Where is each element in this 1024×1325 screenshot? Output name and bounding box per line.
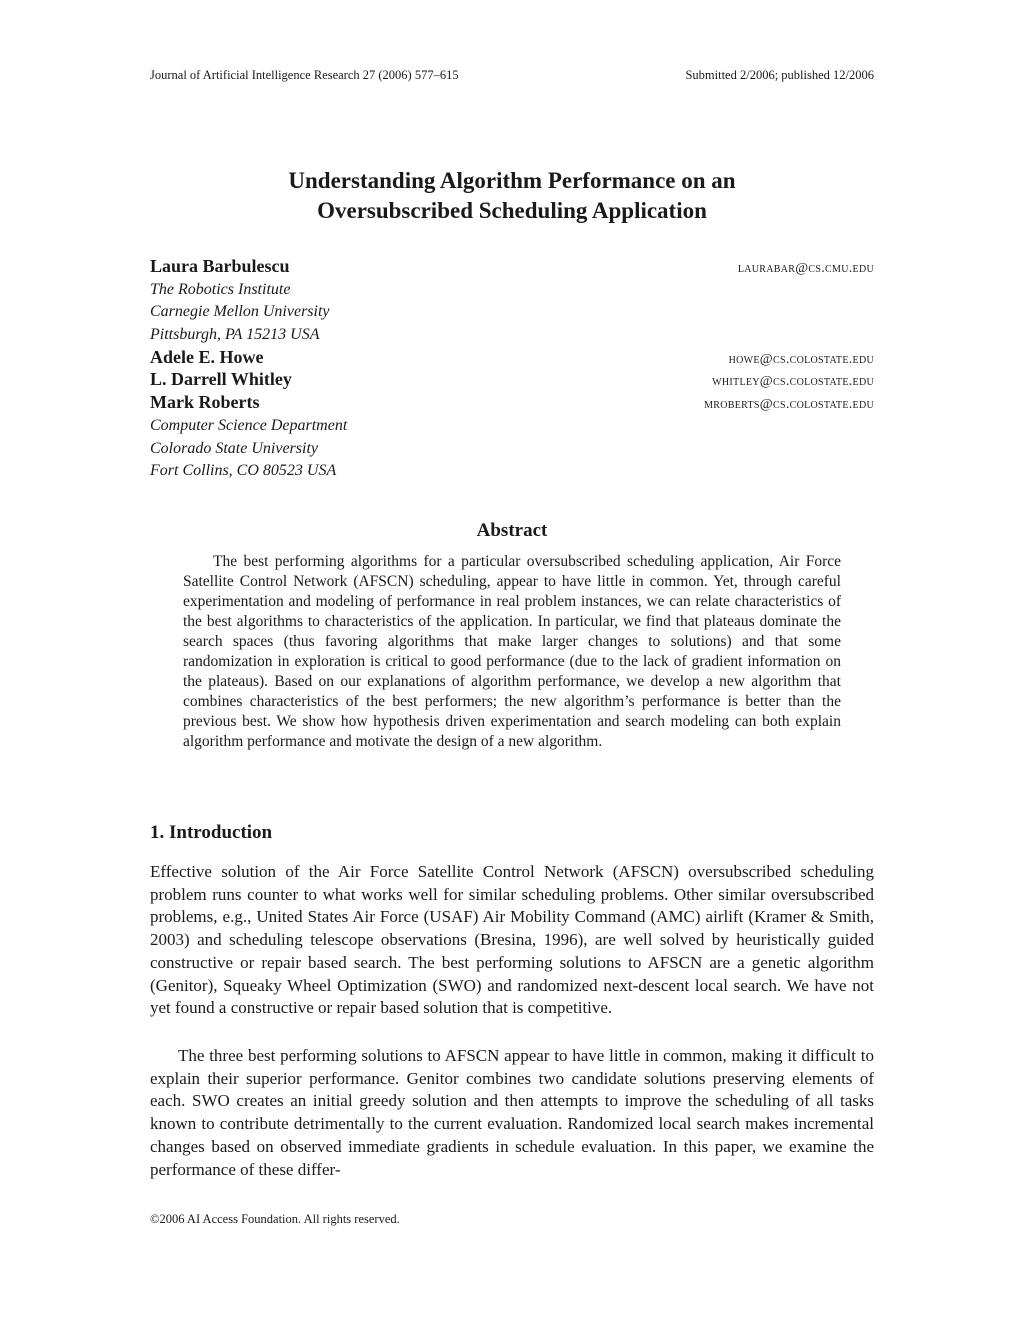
author-email[interactable]: laurabar@cs.cmu.edu xyxy=(737,261,874,276)
affiliation-line: Pittsburgh, PA 15213 USA xyxy=(150,326,320,344)
author-row xyxy=(150,369,874,392)
submission-dates: Submitted 2/2006; published 12/2006 xyxy=(685,68,874,82)
author-name: Laura Barbulescu xyxy=(150,256,290,276)
author-row xyxy=(150,347,874,370)
affiliation-line: The Robotics Institute xyxy=(150,280,291,298)
author-row xyxy=(150,256,874,279)
author-block xyxy=(150,256,874,483)
abstract-heading: Abstract xyxy=(476,520,548,541)
title-line-1: Understanding Algorithm Performance on an xyxy=(288,168,736,193)
section-heading-introduction: 1. Introduction xyxy=(150,822,273,843)
author-email[interactable]: howe@cs.colostate.edu xyxy=(728,351,874,367)
journal-citation: Journal of Artificial Intelligence Research 27 (2006) 577–615 xyxy=(150,68,459,82)
affiliation-line: Carnegie Mellon University xyxy=(150,303,330,321)
affiliation-line: Fort Collins, CO 80523 USA xyxy=(150,462,337,480)
affiliation-line: Colorado State University xyxy=(150,439,318,457)
copyright-footer: ©2006 AI Access Foundation. All rights reserved. xyxy=(150,1212,400,1226)
author-row xyxy=(150,392,874,415)
author-email[interactable]: mroberts@cs.colostate.edu xyxy=(704,397,874,413)
affiliation-line: Computer Science Department xyxy=(150,416,348,434)
author-email[interactable]: whitley@cs.colostate.edu xyxy=(712,374,874,390)
paper-title xyxy=(150,166,874,226)
body-paragraph: Effective solution of the Air Force Satellite Control Network (AFSCN) oversubscribed scheduling problem runs counter to what works well for similar scheduling problems. Other similar oversubscribed problems, e.g., United States Air Force (USAF) Air Mobility Command (AMC) airlift (Kramer & Smith, 2003) and scheduling telescope observations (Bresina, 1996), are well solved by heuristically guided constructive or repair based search. The best performing solutions to AFSCN are a genetic algorithm (Genitor), Squeaky Wheel Optimization (SWO) and randomized next-descent local search. We have not yet found a constructive or repair based solution that is competitive. xyxy=(150,862,874,1018)
running-header xyxy=(150,68,874,83)
title-line-2: Oversubscribed Scheduling Application xyxy=(317,198,707,223)
body-paragraph: The three best performing solutions to AFSCN appear to have little in common, making it difficult to explain their superior performance. Genitor combines two candidate solutions preserving elements of each. SWO creates an initial greedy solution and then attempts to improve the scheduling of all tasks known to contribute detrimentally to the current evaluation. Randomized local search makes incremental changes based on observed immediate gradients in schedule evaluation. In this paper, we examine the performance of these differ- xyxy=(150,1046,874,1179)
author-name: Mark Roberts xyxy=(150,392,260,413)
abstract-text: The best performing algorithms for a particular oversubscribed scheduling application, Air Force Satellite Control Network (AFSCN) scheduling, appear to have little in common. Yet, through careful experimentation and modeling of performance in real problem instances, we can relate characteristics of the best algorithms to characteristics of the application. In particular, we find that plateaus dominate the search spaces (thus favoring algorithms that make larger changes to solutions) and that some randomization in exploration is critical to good performance (due to the lack of gradient information on the plateaus). Based on our explanations of algorithm performance, we develop a new algorithm that combines characteristics of the best performers; the new algorithm’s performance is better than the previous best. We show how hypothesis driven experimentation and search modeling can both explain algorithm performance and motivate the design of a new algorithm. xyxy=(183,553,841,750)
author-name: L. Darrell Whitley xyxy=(150,369,292,390)
author-name: Adele E. Howe xyxy=(150,346,264,367)
